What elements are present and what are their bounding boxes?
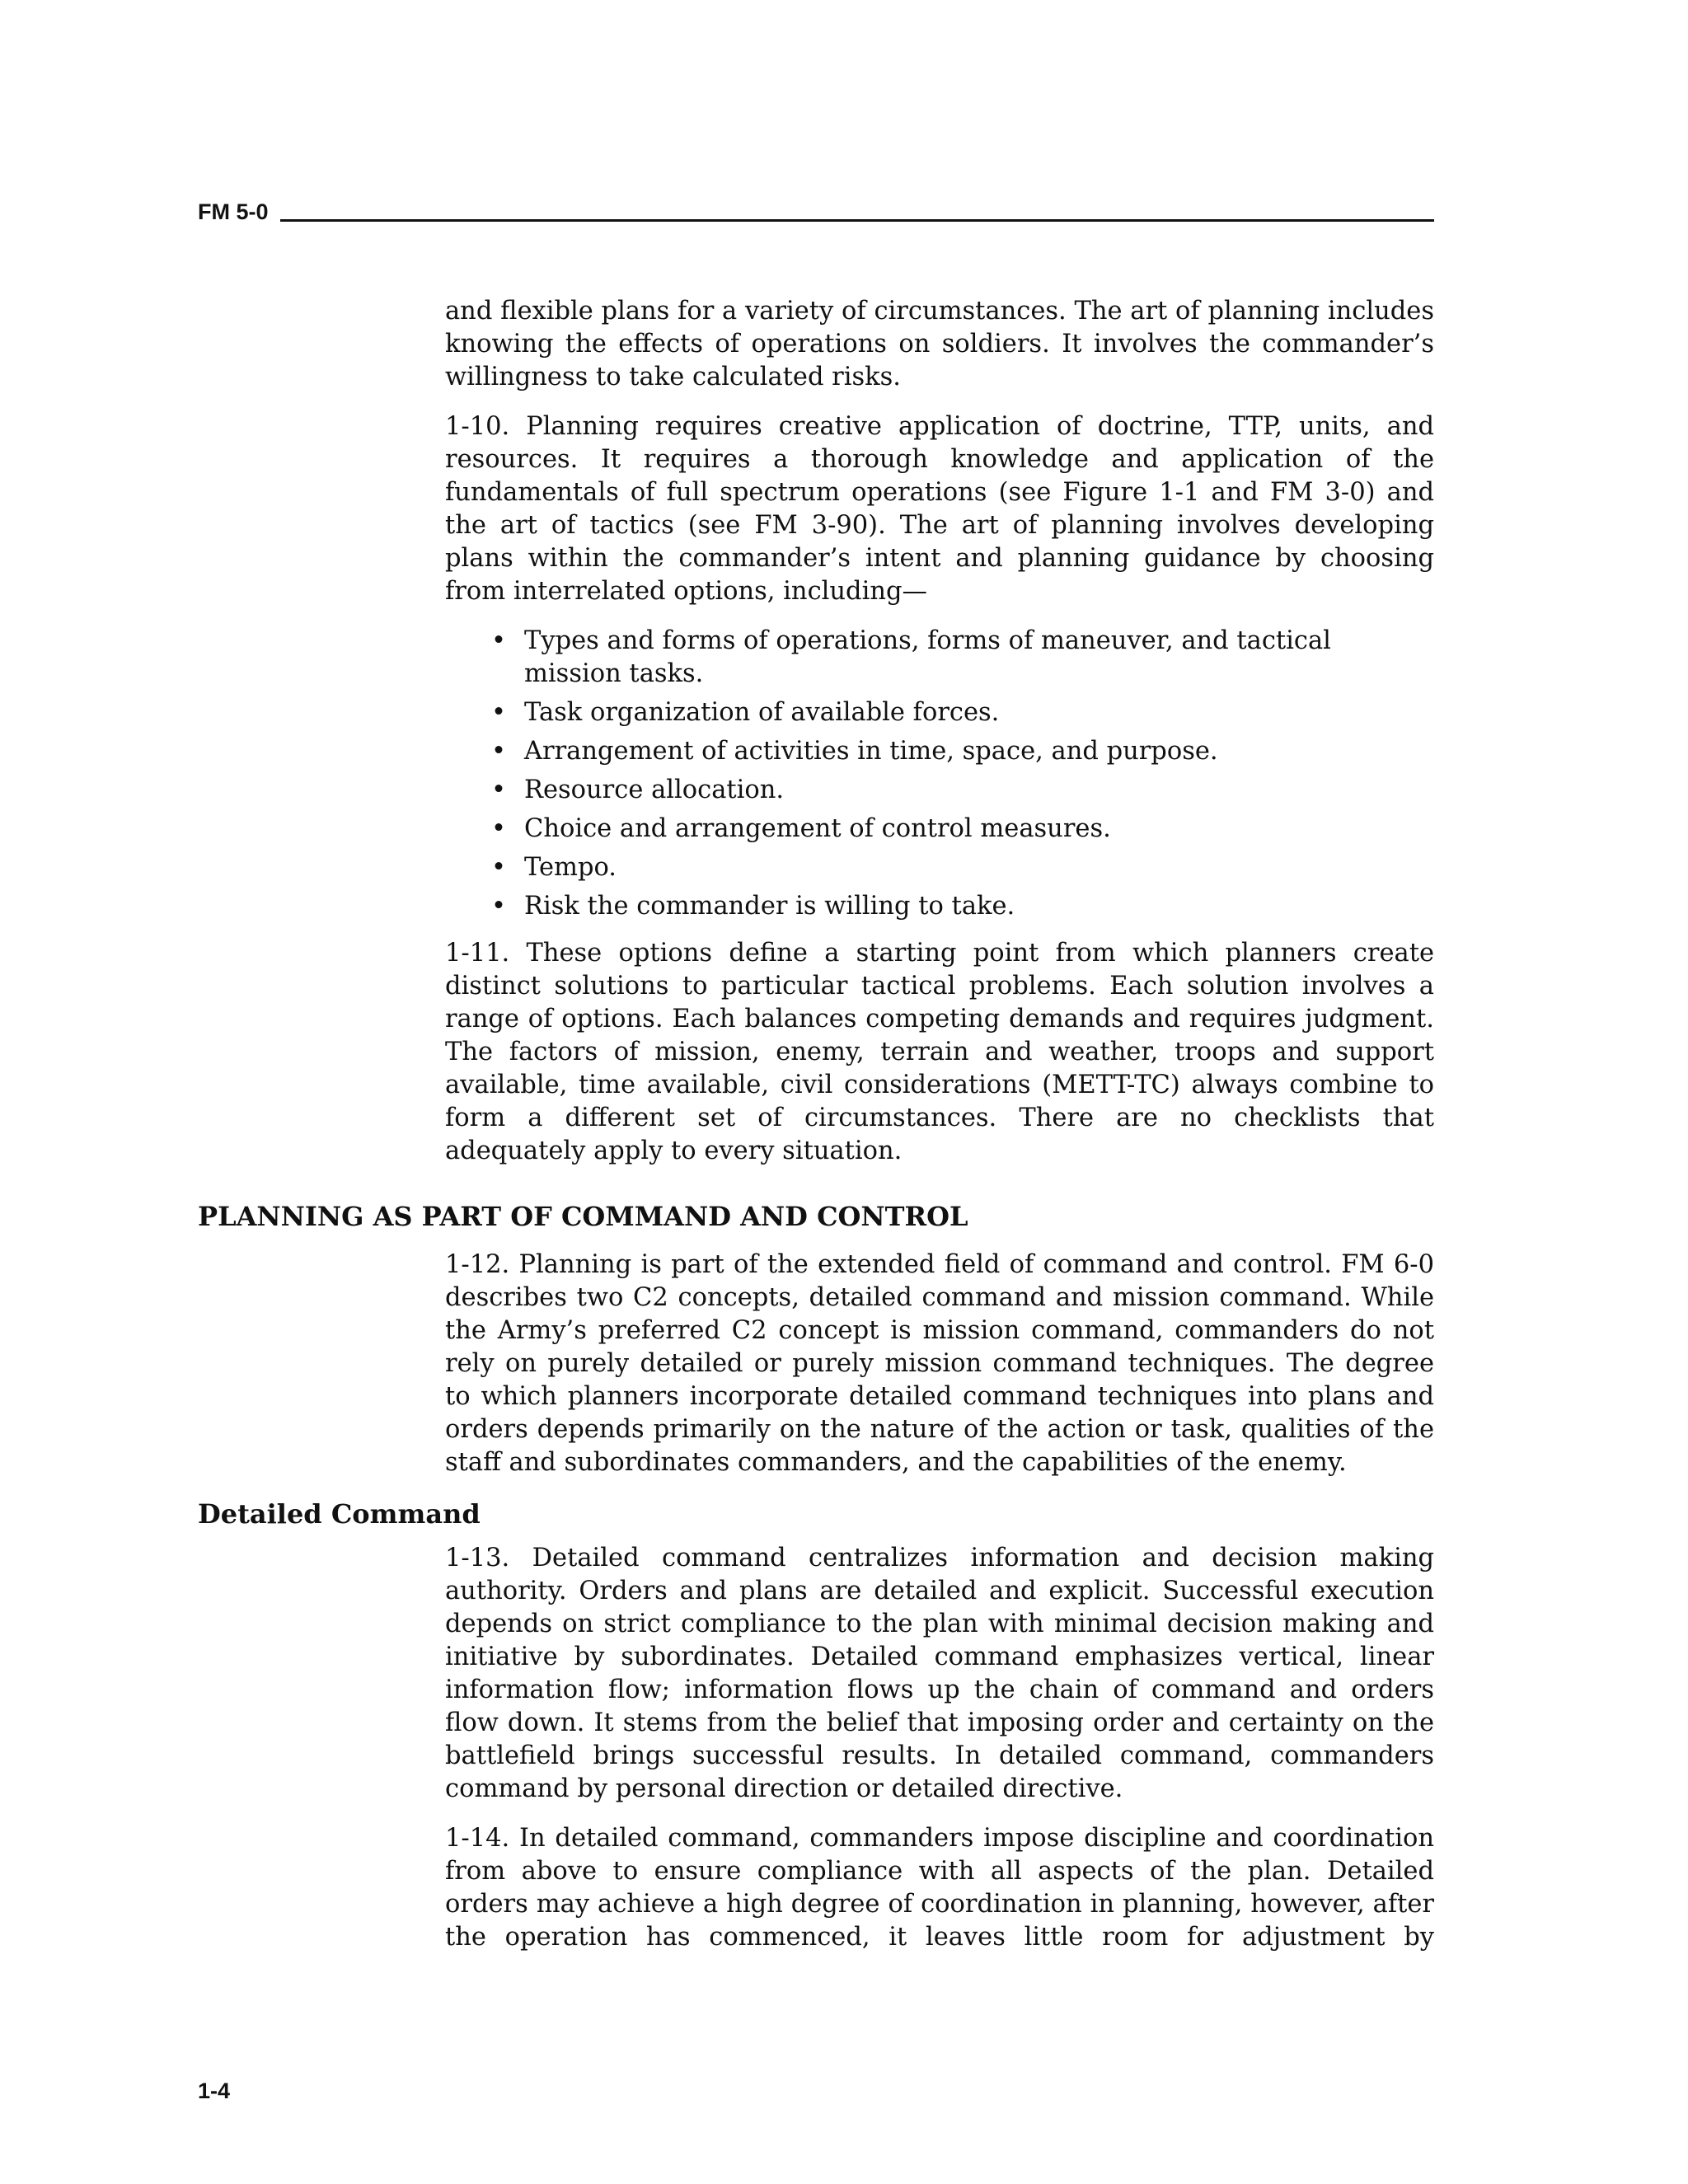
bullet-icon: • [491,814,506,843]
list-item [491,890,1434,923]
running-header [198,199,1434,224]
paragraph-1-10 [445,410,1434,608]
bullet-icon: • [491,892,506,921]
paragraph-text: 1-13. Detailed command centralizes information and decision making authority. Orders and plans are detailed and explicit. Successful execution depends on strict compliance to the plan with minimal decision making and initiative by subordinates. Detailed command emphasizes vertical, linear information flow; information flows up the chain of command and orders flow down. It stems from the belief that imposing order and certainty on the battlefield brings successful results. In detailed command, commanders command by personal direction or detailed directive. [445,1544,1434,1803]
list-item-text: Resource allocation. [524,776,785,804]
options-bullet-list [491,625,1434,929]
running-title: FM 5-0 [198,199,269,224]
paragraph-text: and flexible plans for a variety of circumstances. The art of planning includes knowing the effects of operations on soldiers. It involves the commander’s willingness to take calculated risks. [445,297,1434,391]
list-item-text: Choice and arrangement of control measures. [524,814,1111,843]
list-item-text: Risk the commander is willing to take. [524,892,1015,921]
list-item-text: Tempo. [524,853,617,882]
bullet-icon: • [491,776,506,804]
list-item-text: Types and forms of operations, forms of maneuver, and tactical mission tasks. [524,626,1331,688]
bullet-icon: • [491,853,506,882]
list-item-text: Task organization of available forces. [524,698,1000,727]
list-item [491,625,1434,691]
page-number: 1-4 [198,2079,231,2103]
paragraph-text: 1-10. Planning requires creative application of doctrine, TTP, units, and resources. It requires a thorough knowledge and application of the fundamentals of full spectrum operations (see Figure 1-1 and FM 3-0) and the art of tactics (see FM 3-90). The art of planning involves developing plans within the commander’s intent and planning guidance by choosing from interrelated options, including— [445,412,1434,606]
paragraph-text: 1-14. In detailed command, commanders impose discipline and coordination from above to ensure compliance with all aspects of the plan. Detailed orders may achieve a high degree of coordination in planning, however, after the operation has commenced, it leaves little room for adjustment by [445,1824,1434,1952]
subsection-heading: Detailed Command [198,1498,481,1530]
paragraph-1-12 [445,1249,1434,1479]
header-rule [280,219,1434,222]
bullet-icon: • [491,626,506,655]
bullet-icon: • [491,737,506,766]
paragraph-text: 1-11. These options define a starting point from which planners create distinct solutions to particular tactical problems. Each solution involves a range of options. Each balances competing demands and requires judgment. The factors of mission, enemy, terrain and weather, troops and support available, time available, civil considerations (METT-TC) always combine to form a different set of circumstances. There are no checklists that adequately apply to every situation. [445,939,1434,1165]
paragraph-1-13 [445,1542,1434,1806]
list-item [491,851,1434,884]
paragraph-1-11 [445,937,1434,1168]
section-heading: PLANNING AS PART OF COMMAND AND CONTROL [198,1201,968,1232]
list-item [491,696,1434,729]
list-item [491,813,1434,846]
bullet-icon: • [491,698,506,727]
list-item [491,774,1434,807]
paragraph-1-14 [445,1822,1434,1954]
list-item-text: Arrangement of activities in time, space, and purpose. [524,737,1218,766]
paragraph-continuation [445,295,1434,394]
paragraph-text: 1-12. Planning is part of the extended field of command and control. FM 6-0 describes two C2 concepts, detailed command and mission command. While the Army’s preferred C2 concept is mission command, commanders do not rely on purely detailed or purely mission command techniques. The degree to which planners incorporate detailed command techniques into plans and orders depends primarily on the nature of the action or task, qualities of the staff and subordinates commanders, and the capabilities of the enemy. [445,1250,1434,1477]
list-item [491,735,1434,768]
